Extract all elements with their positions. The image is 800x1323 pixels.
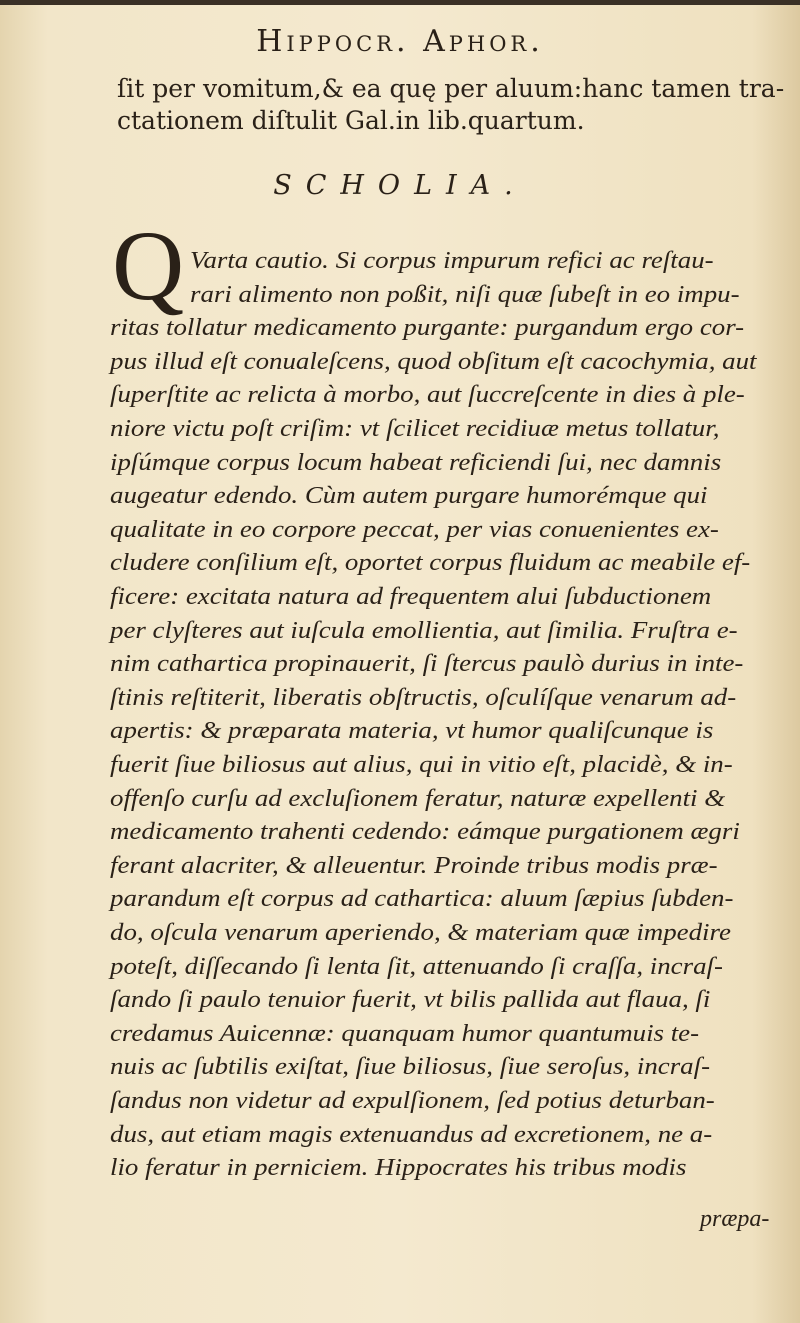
text-line: qualitate in eo corpore peccat, per vias conuenientes ex- — [110, 516, 719, 543]
text-line: lio feratur in perniciem. Hippocrates his tribus modis — [110, 1155, 687, 1182]
text-line: niore victu poſt criſim: vt ſcilicet recidiuæ metus tollatur, — [110, 416, 720, 442]
text-line: per clyſteres aut iuſcula emollientia, aut ſimilia. Fruſtra e- — [110, 617, 738, 644]
text-line: fuerit ſiue biliosus aut alius, qui in vitio eſt, placidè, & in- — [110, 752, 733, 778]
text-line: poteſt, diſſecando ſi lenta ſit, attenuando ſi craſſa, incraſ- — [110, 953, 723, 980]
text-line: medicamento trahenti cedendo: eámque purgationem ægri — [110, 819, 740, 846]
section-heading: SCHOLIA. — [273, 170, 527, 201]
text-line: pus illud eſt conualeſcens, quod obſitum eſt cacochymia, aut — [110, 348, 757, 375]
drop-cap: Q — [112, 210, 185, 321]
text-line: ſtinis reſtiterit, liberatis obſtructis, oſculíſque venarum ad- — [110, 684, 737, 711]
text-line: ficere: excitata natura ad frequentem alui ſubductionem — [110, 584, 712, 610]
text-line: rari alimento non poßit, niſi quæ ſubeſt in eo impu- — [190, 281, 740, 308]
continuation-line-1: ſit per vomitum,& ea quę per aluum:hanc tamen tra- — [117, 74, 785, 103]
text-line: do, oſcula venarum aperiendo, & materiam quæ impedire — [110, 920, 731, 946]
catchword: præpa- — [700, 1206, 770, 1232]
text-line: ipſúmque corpus locum habeat reficiendi ſui, nec damnis — [110, 449, 722, 476]
text-line: ſando ſi paulo tenuior fuerit, vt bilis pallida aut flaua, ſi — [110, 987, 711, 1014]
text-line: nim cathartica propinauerit, ſi ſtercus paulò durius in inte- — [110, 651, 744, 678]
text-line: ſuperſtite ac relicta à morbo, aut ſuccreſcente in dies à ple- — [110, 382, 745, 409]
text-line: Varta cautio. Si corpus impurum refici ac reſtau- — [190, 248, 714, 274]
text-line: nuis ac ſubtilis exiſtat, ſiue biliosus, ſiue seroſus, incraſ- — [110, 1054, 711, 1081]
text-line: parandum eſt corpus ad cathartica: aluum ſæpius ſubden- — [110, 886, 734, 913]
text-line: offenſo curſu ad excluſionem feratur, naturæ expellenti & — [110, 785, 726, 812]
running-header: Hippocr. Aphor. — [256, 24, 544, 59]
text-line: dus, aut etiam magis extenuandus ad excretionem, ne a- — [110, 1121, 713, 1148]
text-line: credamus Auicennæ: quanquam humor quantumuis te- — [110, 1020, 700, 1047]
continuation-line-2: ctationem diſtulit Gal.in lib.quartum. — [117, 106, 585, 135]
text-line: ritas tollatur medicamento purgante: purgandum ergo cor- — [110, 315, 745, 342]
text-line: apertis: & præparata materia, vt humor qualiſcunque is — [110, 718, 714, 745]
text-line: ferant alacriter, & alleuentur. Proinde tribus modis præ- — [110, 852, 718, 879]
text-line: augeatur edendo. Cùm autem purgare humorémque qui — [110, 483, 708, 510]
text-line: ſandus non videtur ad expulſionem, ſed potius deturban- — [110, 1088, 715, 1114]
text-line: cludere conſilium eſt, oportet corpus fluidum ac meabile ef- — [110, 550, 751, 577]
